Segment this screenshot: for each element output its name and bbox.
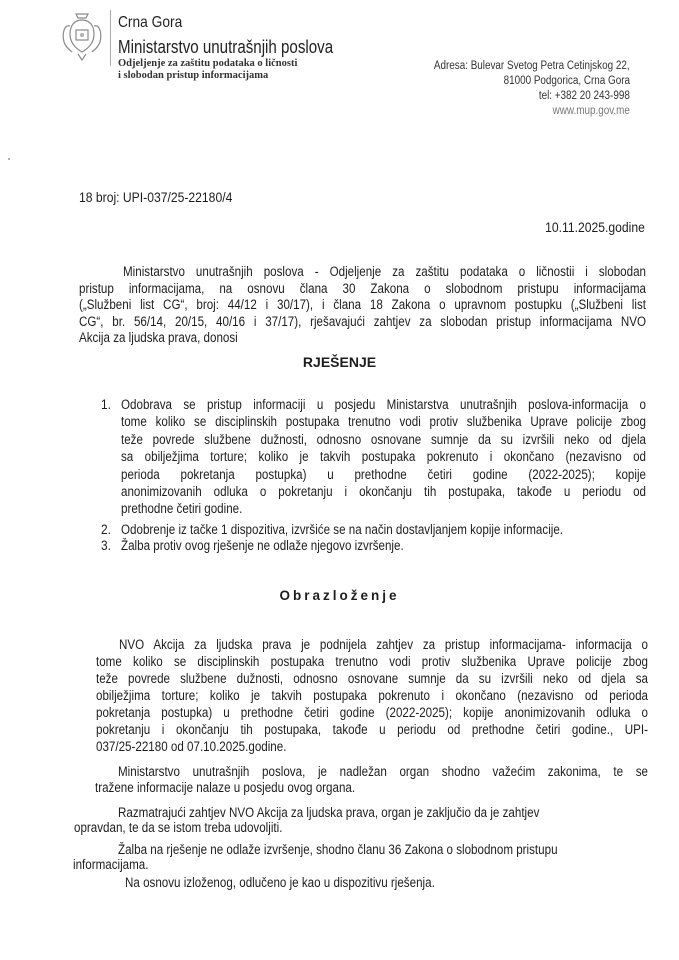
- list-item-number: 2.: [101, 522, 111, 537]
- reasoning-paragraph-line: pokretanja postupka) u prethodne četiri godine (2022-2025); kopije anonimizovanih odluka o: [96, 705, 648, 720]
- reasoning-paragraph-line: tome koliko se disciplinskih postupaka trenutno vodi protiv službenika Uprave policije zbog: [96, 654, 648, 669]
- reasoning-paragraph-line: NVO Akcija za ljudska prava je podnijela zahtjev za pristup informacijama- informacija o: [119, 637, 648, 652]
- letterhead-divider: [110, 10, 111, 66]
- reasoning-paragraph-line: informacijama.: [73, 857, 149, 872]
- list-item-line: teže povrede službene dužnosti, odnosno osnovane sumnje da su izvršili neko od djela: [121, 431, 646, 447]
- intro-paragraph-line: Ministarstvo unutrašnjih poslova - Odjeljenje za zaštitu podataka o ličnostii i slobodan: [123, 264, 646, 279]
- address-phone: tel: +382 20 243-998: [538, 90, 630, 102]
- reasoning-title: Obrazloženje: [279, 588, 400, 603]
- intro-paragraph-line: pristup informacijama, na osnovu člana 30 Zakona o slobodnom pristupu informacijama: [79, 280, 646, 296]
- list-item-line: Odobrenje iz tačke 1 dispozitiva, izvršiće se na način dostavljanjem kopije informacije.: [121, 522, 564, 537]
- country-name: Crna Gora: [118, 14, 183, 31]
- department-line: Odjeljenje za zaštitu podataka o ličnosti: [118, 58, 298, 69]
- decision-title: RJEŠENJE: [302, 354, 377, 370]
- intro-paragraph-line: CG“, br. 56/14, 20/15, 40/16 i 37/17), rješavajući zahtjev za slobodan pristup informacijama NVO: [79, 313, 646, 329]
- coat-of-arms-logo: [60, 8, 104, 64]
- reasoning-paragraph-line: tražene informacije nalaze u posjedu ovog organa.: [95, 780, 356, 795]
- reasoning-paragraph-line: 037/25-22180 od 07.10.2025.godine.: [96, 739, 287, 754]
- document-date: 10.11.2025.godine: [545, 220, 645, 235]
- reasoning-paragraph-line: Na osnovu izloženog, odlučeno je kao u dispozitivu rješenja.: [125, 875, 435, 890]
- list-item-line: prethodne četiri godine.: [121, 501, 243, 517]
- list-item-number: 3.: [101, 538, 111, 553]
- document-number: 18 broj: UPI-037/25-22180/4: [79, 190, 233, 205]
- reasoning-paragraph-line: opravdan, te da se istom treba udovoljiti.: [74, 820, 283, 835]
- address-website: www.mup.gov.me: [552, 105, 630, 117]
- address-street: Adresa: Bulevar Svetog Petra Cetinjskog 22,: [434, 60, 630, 72]
- reasoning-paragraph-line: Razmatrajući zahtjev NVO Akcija za ljudska prava, organ je zaključio da je zahtjev: [118, 805, 540, 820]
- list-item-line: Odobrava se pristup informaciji u posjedu Ministarstva unutrašnjih poslova-informacija o: [121, 397, 646, 412]
- list-item-line: anonimizovanih odluka o pokretanju i okončanju tih postupaka, takođe u periodu od: [121, 484, 646, 499]
- reasoning-paragraph-line: teže povrede službene dužnosti, odnosno osnovane sumnje da su izvršili neko od djela sa: [96, 671, 648, 686]
- reasoning-paragraph-line: obilježjima torture; koliko je takvih postupaka pokrenuto i okončano (nezavisno od perioda: [96, 688, 648, 703]
- scan-speck: [8, 158, 10, 160]
- list-item-line: tome koliko se disciplinskih postupaka trenutno vodi protiv službenika Uprave policije zbog: [121, 414, 646, 430]
- intro-paragraph-line: Akcija za ljudska prava, donosi: [79, 330, 238, 346]
- reasoning-paragraph-line: pokretanju i okončanju tih postupaka, takođe u periodu od prethodne četiri godine., UPI-: [96, 722, 648, 737]
- list-item-line: sa obilježjima torture; koliko je takvih postupaka pokrenuto i okončano (nezavisno od: [121, 449, 646, 465]
- department-line: i slobodan pristup informacijama: [118, 70, 269, 81]
- reasoning-paragraph-line: Žalba na rješenje ne odlaže izvršenje, shodno članu 36 Zakona o slobodnom pristupu: [118, 842, 558, 857]
- list-item-number: 1.: [101, 397, 111, 412]
- address-city: 81000 Podgorica, Crna Gora: [503, 75, 630, 87]
- list-item-line: Žalba protiv ovog rješenje ne odlaže njegovo izvršenje.: [121, 538, 404, 553]
- intro-paragraph-line: („Službeni list CG“, broj: 44/12 i 30/17), i člana 18 Zakona o upravnom postupku („Službeni list: [79, 297, 646, 313]
- list-item-line: perioda pokretanja postupka) u prethodne četiri godine (2022-2025); kopije: [121, 466, 646, 482]
- reasoning-paragraph-line: Ministarstvo unutrašnjih poslova, je nadležan organ shodno važećim zakonima, te se: [118, 764, 648, 779]
- ministry-name: Ministarstvo unutrašnjih poslova: [118, 37, 334, 57]
